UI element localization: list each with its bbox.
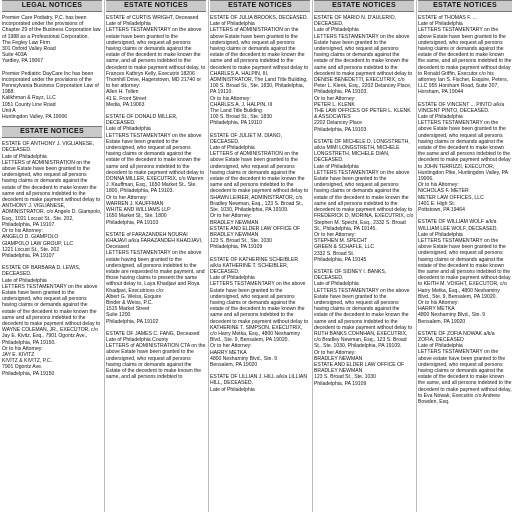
notice-line: 2332 S. Broad St. <box>314 250 355 257</box>
notice-line: HARRY METKA <box>210 349 247 356</box>
notice-line: LETTERS TESTAMENTARY on the above Estate have been granted to the undersigned, who request all persons having claims or demands against the estate of the decedent to make known the same and all persons indebted to the decedent to make payment without delay to DENISE BENEDETTI, EXECUTRIX, c/o Peter L. Klenk, Esq., 2202 Delancey Place, Philadelphia, PA 19103. <box>314 33 413 96</box>
notice-title: Premier Pediatric DayCare Inc has been incorporated under the provisions of the Pennsylvania Business Corporation Law of 1988. <box>2 70 99 96</box>
legal-notice <box>418 219 512 324</box>
legal-notice <box>314 139 414 263</box>
notice-title: ESTATE OF ANTHONY J. VIGLIANESE, DECEASED. <box>2 141 94 154</box>
notice-title: ESTATE OF JAMES C. FANG, Deceased <box>106 330 200 337</box>
legal-notice <box>2 141 102 259</box>
legal-notice <box>418 102 512 214</box>
section-header-estate-notices: ESTATE NOTICES <box>210 0 310 12</box>
notice-line: Yardley, PA 19067 <box>2 58 44 65</box>
notice-line: 4800 Neshaminy Blvd., Ste. 9 <box>418 312 486 319</box>
notice-line: Allen H. Tollen <box>106 89 139 96</box>
notice-line: WHITE AND WILLIAMS LLP <box>106 207 171 214</box>
notice-line: Unit A <box>2 107 16 114</box>
column-3 <box>210 0 310 512</box>
notice-line: LETTERS of ADMINISTRATION on the above Estate have been granted to the undersigned, who request all persons having claims or demands against the estate of the decedent to make known the same and all persons indebted to the decedent to make payment without delay to CHARLES A. HALPIN, III, ADMINISTRATOR, The Land Title Building, 100 S. Broad St., Ste. 1830, Philadelphia, PA 19110. <box>210 27 309 96</box>
legal-notice <box>106 232 206 325</box>
notice-line: Philadelphia, PA 19103 <box>314 126 367 133</box>
notice-line: Late of Philadelphia <box>418 231 463 238</box>
notice-line: Philadelphia, PA 19103 <box>106 219 159 226</box>
notice-line: Huntingdon Valley, PA 19006 <box>2 114 68 121</box>
notice-line: LETTERS TESTAMENTARY on the above Estate have been granted to the undersigned, who request all persons having claims or demands against the estate of the decedent to make known the same and all persons indebted to the decedent to make payment without delay to DONNA MILLER, EXECUTRIX, c/o Warren J. Kauffman, Esq., 1650 Market St., Ste. 1800, Philadelphia, PA 19103. <box>106 132 205 195</box>
notice-line: Or to her Attorney: <box>314 231 356 238</box>
notice-line: Late of Philadelphia <box>314 163 359 170</box>
notice-line: Or to her Attorney: <box>106 194 148 201</box>
notice-title: ESTATE OF LILLIAN J. HILL a/k/a LILLIAN HILL, DECEASED. <box>210 374 308 387</box>
notice-line: Or to his Attorney: <box>210 95 251 102</box>
legal-notice <box>314 15 414 133</box>
notice-line: JAY E. KIVITZ <box>2 351 35 358</box>
legal-notice <box>418 15 512 96</box>
notice-line: Philadelphia, PA 19109 <box>314 380 367 387</box>
notice-line: LETTERS TESTAMENTARY on the above Estate have been granted to the undersigned, who request all persons having claims or demands against the estate of the decedent to make known the same and all persons indebted to the decedent to make payment without delay to JOHN TERRIZZI, EXECUTOR, Huntingdon Pike, Huntingdon Valley, PA 19006. <box>418 120 511 183</box>
column-5 <box>418 0 512 512</box>
notice-line: LETTERS TESTAMENTARY on the above Estate have been granted to the undersigned, who request all persons having claims or demands against the estate of the decedent to make known the same and all persons indebted to the decedent to make payment without delay to KEITH M. VOIGHT, EXECUTOR, c/o Harry Metka, Esq., 4800 Neshaminy Blvd., Ste. 9, Bensalem, PA 19020. <box>418 237 511 300</box>
notice-list <box>210 15 310 393</box>
notice-title: ESTATE of CURTIS WRIGHT, Deceased <box>106 15 199 21</box>
notice-line: KIVITZ & KIVITZ, P.C. <box>2 358 53 365</box>
notice-line: Or to her Attorney: <box>210 343 252 350</box>
notice-line: Philadelphia, PA 19109 <box>210 244 263 251</box>
notice-line: Bensalem, PA 19020 <box>210 361 258 368</box>
notice-line: The Land Title Building <box>210 108 262 115</box>
notice-line: Late of Philadelphia <box>2 153 47 160</box>
notice-line: LETTERS TESTAMENTARY on the above Estate have been granted to the undersigned, who request all persons having claims or demands against the estate of the decedent to make known the same, and all persons indebted to the decedent to make payment without delay to Ronald Griffin, Executor c/o his attorney Ian S. Fischer, Esquire, Peters, LLC 955 Horsham Road, Suite 207, Horsham, PA 19044 <box>418 27 512 96</box>
notice-line: Media, PA 19063 <box>106 101 145 108</box>
notice-line: Or to his Attorney: <box>2 345 43 352</box>
notice-line: Suite 403A <box>2 52 27 59</box>
notice-line: Philadelphia, PA 19110 <box>210 120 262 127</box>
notice-title: ESTATE OF MICHELE D. LONGSTRETH, a/k/a MIMI LONGSTRETH, MICHELE LONGSTRETH, MICHELE DIAN, DECEASED. <box>314 138 410 164</box>
notice-line: LETTERS TESTAMENTARY on the above Estate have been granted to the undersigned, who request all persons having claims or demands against the estate of the decedent to make known the same and all persons indebted to the decedent to make payment without delay to WAYNE COLEMAN, JR., EXECUTOR, c/o Jay E. Kivitz, Esq., 7901 Ogontz Ave., Philadelphia, PA 19150. <box>2 283 101 346</box>
notice-line: GIAMPOLO LAW GROUP, LLC <box>2 240 74 247</box>
notice-line: CHARLES A. J. HALPIN, III <box>210 101 273 108</box>
notice-line: Or to his Attorney: <box>418 182 459 189</box>
notice-list <box>418 15 512 405</box>
notice-title: ESTATE OF SIDNEY I. BANKS, DECEASED. <box>314 268 387 282</box>
notice-line: LETTERS TESTAMENTARY on the above estate have been granted to the undersigned, who request all persons having claims or demands against the estate of the decedent to make known the same, and all persons indebted to the decedent to make payment without delay, to Eva Nowak, Executrix c/o Andrew Bowden, Esq. <box>418 349 512 405</box>
notice-line: Or to his Attorney: <box>418 299 459 306</box>
notice-line: Late of Philadelphia <box>418 21 463 28</box>
notice-line: 1051 County Line Road <box>2 101 56 108</box>
notice-line: ESTATE AND ELDER LAW OFFICE OF BRADLEY NEWMAN <box>210 225 301 238</box>
section-header-estate-notices: ESTATE NOTICES <box>106 0 206 12</box>
notice-line: BRADLEY NEWMAN <box>210 219 259 226</box>
legal-notice <box>2 265 102 377</box>
notice-line: Pottstown, PA 19464 <box>418 207 465 214</box>
notice-line: Late of Philadelphia <box>418 114 463 121</box>
notice-line: ANGELO D. GIAMPOLO <box>2 234 59 241</box>
notice-line: 1221 Locust St., Ste. 202 <box>2 246 60 253</box>
notice-line: BRADLEY NEWMAN <box>314 355 363 362</box>
notice-title: ESTATE of FARAZANDEH NOURAI KHAJAVI a/k/a FARAZANDEH KHADJAVI, Deceased <box>106 231 203 251</box>
notice-line: Philadelphia, PA 19145 <box>314 256 367 263</box>
notice-line: Late of Philadelphia <box>210 145 255 152</box>
notice-line: 4800 Neshaminy Blvd., Ste. 9 <box>210 355 278 362</box>
notice-line: Philadelphia, PA 19102 <box>106 318 159 325</box>
section-header-estate-notices: ESTATE NOTICES <box>418 0 512 12</box>
notice-line: 1650 Market St., Ste. 1800 <box>106 213 167 220</box>
notice-line: LETTERS of ADMINISTRATION CTA on the above Estate have been granted to the undersigned, who request all persons having claims or demands against the Estate of the decedent to make known the same, and all persons indebted to <box>106 343 206 381</box>
column-2 <box>106 0 206 512</box>
notice-line: Or to his Attorney: <box>2 228 43 235</box>
notice-line: 100 S. Broad St., Ste. 1830 <box>210 114 273 121</box>
legal-notice <box>210 133 310 251</box>
legal-notice <box>106 114 206 226</box>
legal-notice <box>210 257 310 369</box>
notice-line: Late of Philadelphia <box>106 126 151 133</box>
notice-line: NICHOLAS F. METER <box>418 188 469 195</box>
notice-line: Bensalem, PA 19020 <box>418 318 466 325</box>
legal-notice <box>106 15 206 108</box>
notice-title: ESTATE of THOMAS F. ... <box>418 15 477 21</box>
notice-line: Late of Philadelphia <box>314 281 359 288</box>
notice-line: Late of Philadelphia <box>418 343 463 350</box>
column-divider <box>208 0 209 512</box>
notice-line: WARREN J. KAUFFMAN <box>106 200 164 207</box>
notice-title: ESTATE OF BARBARA D. LEWIS, DECEASED. <box>2 265 81 278</box>
notice-line: HARRY METKA <box>418 306 455 313</box>
notice-line: Late of Philadelphia County <box>106 336 169 343</box>
notice-line: Kalikhman & Rayz, LLC <box>2 95 56 102</box>
column-divider <box>416 0 417 512</box>
legal-notice <box>210 374 310 393</box>
notice-line: LETTERS TESTAMENTARY on the above estate have been granted to the undersigned, who request all persons having claims or demands against the estate of the decedent to make known the same, and all persons indebted to the decedent to make payment without delay, to Frances Kathryn Kelly, Executrix 18206 Thornhill Drive, Hagerstown, MD 21740 or to her attorney: <box>106 27 206 90</box>
notice-line: Late of Philadelphia <box>106 21 151 28</box>
notice-line: Late of Philadelphia <box>2 277 47 284</box>
notice-title: ESTATE OF JULIET M. DIANO, DECEASED. <box>210 132 282 145</box>
notice-line: Late of Philadelphia <box>210 386 255 393</box>
notice-line: 1515 Market Street <box>106 306 150 313</box>
notice-line: 123 S. Broad St., Ste. 1030 <box>210 238 273 245</box>
column-1 <box>2 0 102 512</box>
column-divider <box>312 0 313 512</box>
legal-notice <box>106 331 206 381</box>
notice-line: 41 E. Front Street <box>106 95 147 102</box>
legal-notice <box>418 331 512 405</box>
notice-line: Late of Philadelphia <box>210 275 255 282</box>
notice-line: GREEN & SCHAFLE, LLC <box>314 244 375 251</box>
notice-line: STEPHEN M. SPECHT <box>314 238 368 245</box>
notice-line: Or to her Attorney: <box>314 95 356 102</box>
column-divider <box>104 0 105 512</box>
notice-title: ESTATE OF KATHERINE SCHEIBLER a/k/a KATHERINE T. SCHEIBLER, DECEASED. <box>210 256 299 275</box>
notice-line: 301 Oxford Valley Road <box>2 46 56 53</box>
notice-line: LETTERS TESTAMENTARY on the above Estate have been granted to the undersigned, who request all persons having claims or demands against the estate of the decedent to make known the same and all persons indebted to the decedent to make payment without delay to FREDERICK D. MORINA, EXECUTRIX, c/o Stephen M. Specht, Esq., 2332 S. Broad St., Philadelphia, PA 19145. <box>314 169 414 232</box>
notice-list <box>314 15 414 387</box>
notice-line: LETTERS TESTAMENTARY on the above Estate have been granted to the undersigned, who request all persons having claims or demands against the estate of the decedent to make known the same and all persons indebted to the decedent to make payment without delay to KATHERINE T. SIMPSON, EXECUTRIX, c/o Harry Metka, Esq., 4800 Neshaminy Blvd., Ste. 9, Bensalem, PA 19020. <box>210 281 309 344</box>
notice-line: ESTATE AND ELDER LAW OFFICE OF BRADLEY NEWMAN <box>314 361 405 375</box>
notice-line: Philadelphia, PA 19150 <box>2 370 55 377</box>
notice-title: ESTATE OF MARIO N. D'AULERIO, DECEASED. <box>314 15 397 28</box>
notice-line: Or to her Attorney: <box>210 213 252 220</box>
notice-line: THE LAW OFFICES OF PETER L. KLENK & ASSOCIATES <box>314 108 411 121</box>
notice-title: ESTATE OF JULIA BROOKS, DECEASED. <box>210 15 309 21</box>
notice-line: 123 S. Broad St., Ste. 1030 <box>314 374 377 381</box>
legal-notice <box>314 269 414 387</box>
notice-line: LETTERS TESTAMENTARY on the above estate having been granted to the undersigned, all persons indebted to the estate are requested to make payment, and those having claims to present the same without delay to, Laya Khadjavi and Roya Khadjavi, Executrices c/o: <box>106 250 205 294</box>
notice-line: 7901 Ogontz Ave. <box>2 364 43 371</box>
legal-notice <box>210 15 310 127</box>
section-header-estate-notices: ESTATE NOTICES <box>314 0 414 12</box>
notice-line: The Fegley Law Firm <box>2 39 50 46</box>
notice-line: Binder & Weiss, P.C. <box>106 299 153 306</box>
notice-line: Late of Philadelphia <box>210 21 255 28</box>
notice-line: LETTERS TESTAMENTARY on the above Estate have been granted to the undersigned, who request all persons having claims or demands against the estate of the decedent to make known the same and all persons indebted to the decedent to make payment without delay to RUTH BANKS COHNHAN, EXECUTRIX, c/o Bradley Newman, Esq., 123 S. Broad St., Ste. 1030, Philadelphia, PA 19109. <box>314 287 413 350</box>
section-header-estate-notices: ESTATE NOTICES <box>2 126 102 138</box>
notice-line: 1401 E. High St. <box>418 200 456 207</box>
notice-list <box>2 15 102 120</box>
notice-line: Suite 1200 <box>106 312 131 319</box>
legal-notice <box>2 71 102 121</box>
notice-list <box>106 15 206 380</box>
notice-line: LETTERS of ADMINISTRATION on the above Estate have been granted to the undersigned, who request all persons having claims or demands against the estate of the decedent to make known the same and all persons indebted to the decedent to make payment without delay to SHAWN LEIRER, ADMINISTRATOR, c/o Bradley Newman, Esq., 123 S. Broad St., Ste. 1030, Philadelphia, PA 19109. <box>210 151 309 214</box>
notice-title: ESTATE OF ZOFIA NOWAK a/k/a ZOFIA, DECEASED <box>418 330 495 343</box>
notice-title: ESTATE OF VINCENT ... PINTO a/k/a VINCENT PINTO, DECEASED. <box>418 101 505 114</box>
section-header-legal-notices: LEGAL NOTICES <box>2 0 102 12</box>
notice-list <box>2 141 102 377</box>
notice-line: METER LAW OFFICES, LLC <box>418 194 484 201</box>
notice-line: PETER L. KLENK <box>314 101 355 108</box>
notice-line: Or to her Attorney: <box>314 349 356 356</box>
notice-line: 2202 Delancey Place <box>314 120 363 127</box>
column-4 <box>314 0 414 512</box>
legal-notice <box>2 15 102 65</box>
notice-title: ESTATE OF DONALD MILLER, DECEASED. <box>106 114 178 127</box>
notice-line: Late of Philadelphia <box>314 27 359 34</box>
notice-line: Philadelphia, PA 19107 <box>2 252 55 259</box>
notice-title: ESTATE OF WILLIAM WOLF a/k/a WILLIAM LEE WOLF, DECEASED. <box>418 219 498 232</box>
notice-line: LETTERS of ADMINISTRATION on the above Estate have been granted to the undersigned, who request all persons having claims or demands against the estate of the decedent to make known the same and all persons indebted to the decedent to make payment without delay to ANTHONY J. VIGLIANESE, ADMINISTRATOR, c/o Angelo D. Giampolo, Esq., 1021 Locust St., Ste. 202, Philadelphia, PA 19107. <box>2 159 102 228</box>
notice-line: Albert G. Weiss, Esquire <box>106 293 162 300</box>
notice-title: Premier Care Podiatry, P.C. has been incorporated under the provisions of Chapter 29 of the Business Corporation law of 1988 as a Professional Corporation. <box>2 15 101 40</box>
